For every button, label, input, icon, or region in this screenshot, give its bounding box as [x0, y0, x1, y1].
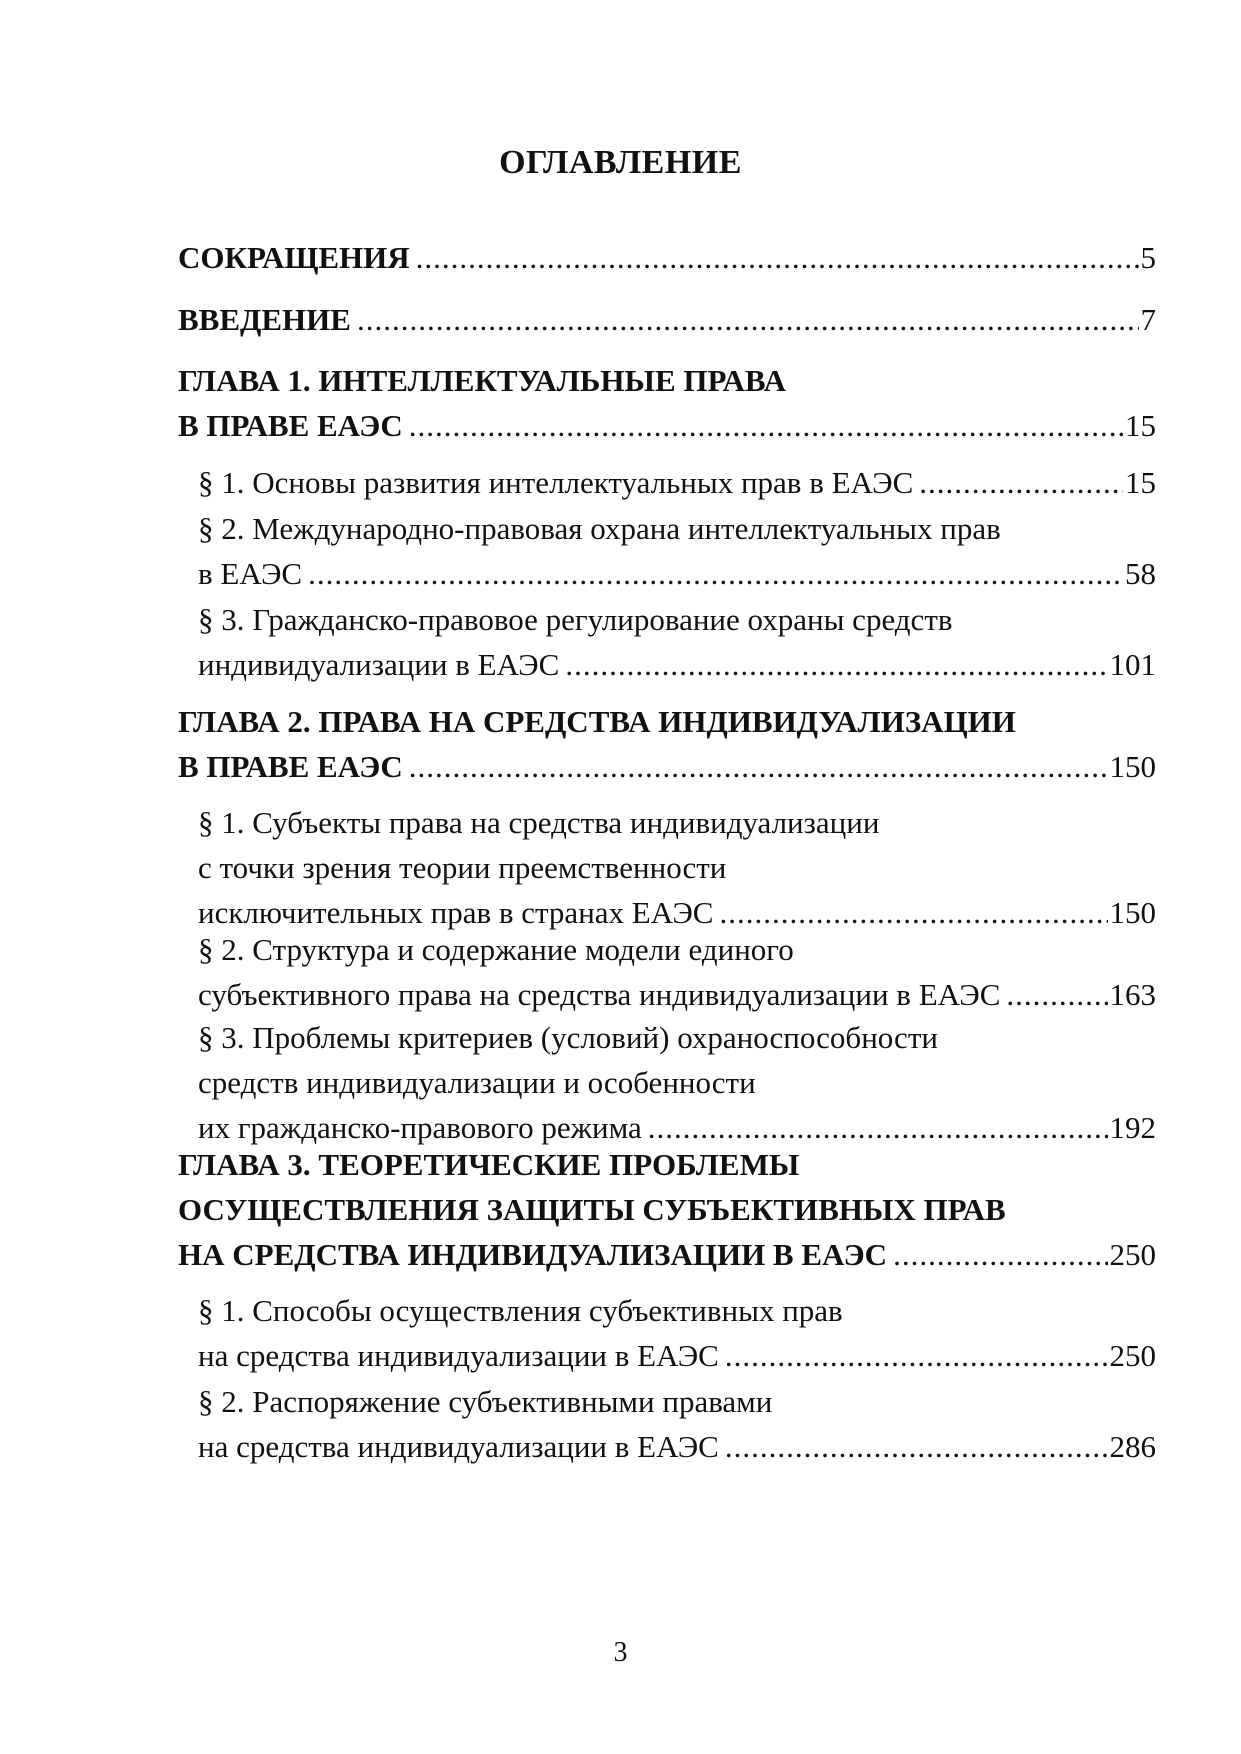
toc-entry-title-cont: с точки зрения теории преемственности	[198, 850, 727, 885]
toc-entry-ch1-section-1[interactable]	[198, 460, 1156, 505]
toc-entry-title-cont: индивидуализации в ЕАЭС	[198, 647, 560, 682]
leader-dots	[409, 403, 1123, 448]
toc-entry-ch2-section-2[interactable]	[198, 927, 1156, 1017]
toc-entry-title-cont: средств индивидуализации и особенности	[198, 1065, 756, 1100]
toc-entry-title-cont: субъективного права на средства индивидуализации в ЕАЭС	[198, 977, 1001, 1012]
toc-entry-title: § 3. Гражданско-правовое регулирование охраны средств	[198, 602, 953, 637]
toc-entry-title: § 3. Проблемы критериев (условий) охраноспособности	[198, 1020, 938, 1055]
toc-entry-ch1-section-2[interactable]	[198, 506, 1156, 596]
toc-page-number: 7	[1140, 302, 1156, 337]
toc-entry-title-cont: их гражданско-правового режима	[198, 1110, 642, 1145]
toc-entry-title: § 2. Международно-правовая охрана интеллектуальных прав	[198, 511, 1001, 546]
toc-entry-title: ВВЕДЕНИЕ	[178, 302, 351, 337]
toc-entry-title: § 2. Структура и содержание модели единого	[198, 932, 794, 967]
toc-entry-title: § 1. Основы развития интеллектуальных прав в ЕАЭС	[198, 465, 914, 500]
toc-entry-ch2-section-3[interactable]	[198, 1015, 1156, 1150]
toc-entry-ch2-section-1[interactable]	[198, 800, 1156, 935]
leader-dots	[919, 460, 1123, 505]
toc-page-number: 15	[1125, 408, 1156, 443]
toc-entry-title: ГЛАВА 2. ПРАВА НА СРЕДСТВА ИНДИВИДУАЛИЗАЦИИ	[178, 704, 1016, 739]
toc-entry-title-cont: НА СРЕДСТВА ИНДИВИДУАЛИЗАЦИИ В ЕАЭС	[178, 1237, 888, 1272]
toc-entry-title: § 2. Распоряжение субъективными правами	[198, 1384, 773, 1419]
toc-entry-title-cont: исключительных прав в странах ЕАЭС	[198, 895, 714, 930]
toc-entry-title-cont: в ЕАЭС	[198, 556, 303, 591]
leader-dots	[893, 1232, 1107, 1277]
toc-entry-title-cont: на средства индивидуализации в ЕАЭС	[198, 1429, 719, 1464]
leader-dots	[725, 1333, 1108, 1378]
toc-page-number: 150	[1109, 895, 1156, 930]
leader-dots	[357, 297, 1139, 342]
leader-dots	[409, 744, 1108, 789]
toc-page-number: 15	[1125, 465, 1156, 500]
toc-entry-abbreviations[interactable]	[178, 235, 1156, 280]
toc-entry-title: ГЛАВА 1. ИНТЕЛЛЕКТУАЛЬНЫЕ ПРАВА	[178, 363, 786, 398]
page-number: 3	[613, 1637, 628, 1668]
toc-page-number: 192	[1109, 1110, 1156, 1145]
toc-entry-title: ГЛАВА 3. ТЕОРЕТИЧЕСКИЕ ПРОБЛЕМЫ	[178, 1147, 800, 1182]
toc-entry-ch1-section-3[interactable]	[198, 597, 1156, 687]
leader-dots	[725, 1424, 1108, 1469]
toc-page-number: 163	[1109, 977, 1156, 1012]
toc-page-number: 250	[1109, 1237, 1156, 1272]
toc-entry-chapter-3[interactable]	[178, 1142, 1156, 1277]
toc-page-number: 286	[1109, 1429, 1156, 1464]
toc-entry-title-cont: на средства индивидуализации в ЕАЭС	[198, 1338, 719, 1373]
toc-page-number: 101	[1109, 647, 1156, 682]
toc-entry-chapter-1[interactable]	[178, 358, 1156, 448]
toc-page-number: 5	[1140, 240, 1156, 275]
toc-entry-ch3-section-2[interactable]	[198, 1379, 1156, 1469]
leader-dots	[565, 642, 1107, 687]
toc-entry-title: СОКРАЩЕНИЯ	[178, 240, 410, 275]
toc-entry-title-cont: В ПРАВЕ ЕАЭС	[178, 749, 403, 784]
toc-entry-title: § 1. Субъекты права на средства индивидуализации	[198, 805, 880, 840]
leader-dots	[1006, 972, 1107, 1017]
toc-entry-ch3-section-1[interactable]	[198, 1288, 1156, 1378]
toc-page-number: 150	[1109, 749, 1156, 784]
toc-entry-chapter-2[interactable]	[178, 699, 1156, 789]
toc-entry-title: § 1. Способы осуществления субъективных прав	[198, 1293, 843, 1328]
toc-page-number: 58	[1125, 556, 1156, 591]
toc-entry-title-cont: ОСУЩЕСТВЛЕНИЯ ЗАЩИТЫ СУБЪЕКТИВНЫХ ПРАВ	[178, 1192, 1006, 1227]
toc-entry-introduction[interactable]	[178, 297, 1156, 342]
leader-dots	[308, 551, 1123, 596]
leader-dots	[416, 235, 1139, 280]
page-title: ОГЛАВЛЕНИЕ	[499, 144, 742, 181]
toc-entry-title-cont: В ПРАВЕ ЕАЭС	[178, 408, 403, 443]
toc-page-number: 250	[1109, 1338, 1156, 1373]
